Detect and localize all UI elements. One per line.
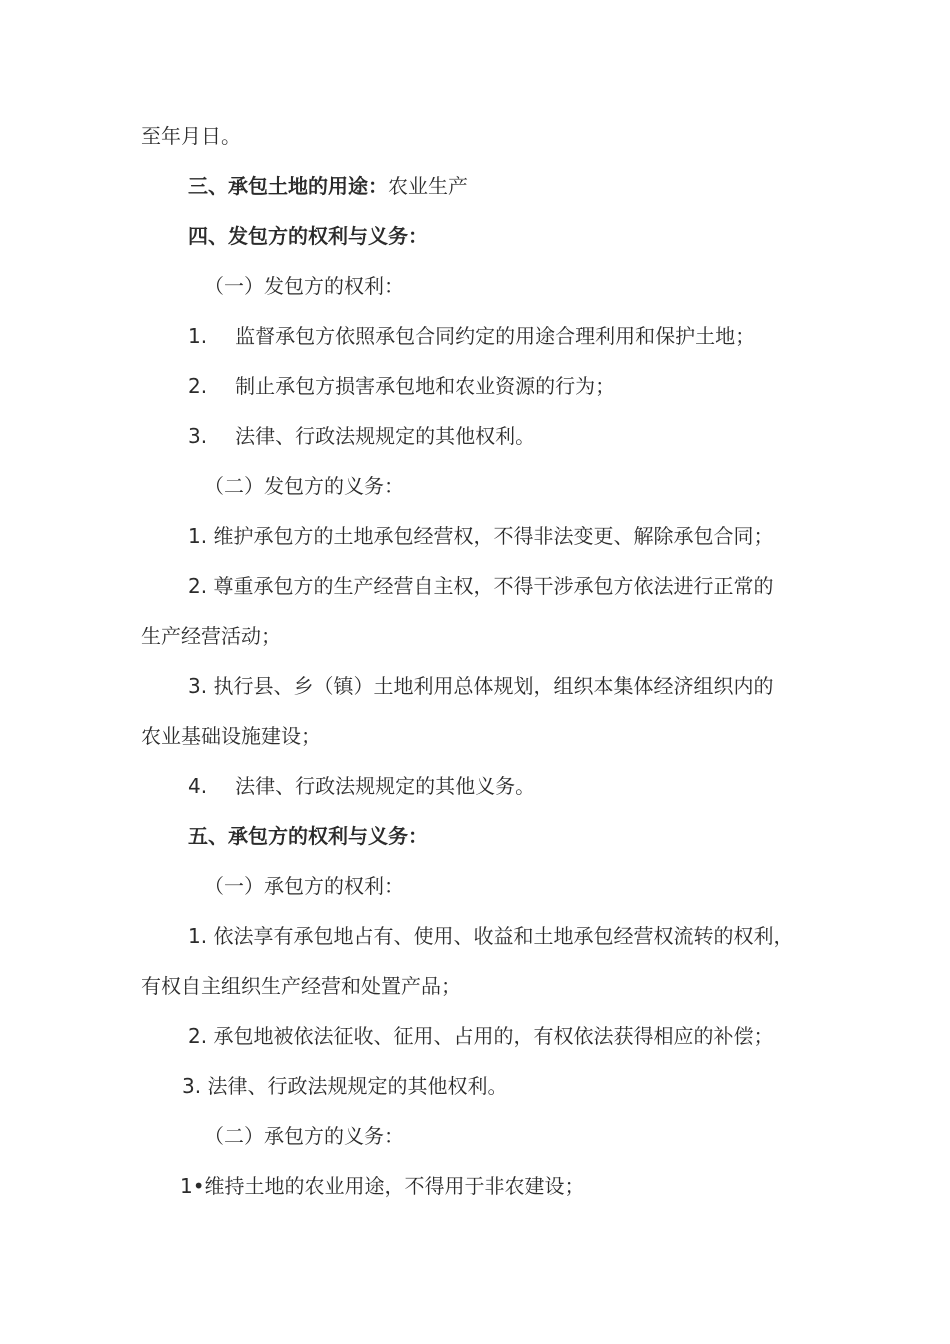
- list-text: 法律、行政法规规定的其他权利。: [207, 1074, 508, 1098]
- list-text-continuation: 生产经营活动；: [141, 624, 281, 648]
- list-text: 执行县、乡（镇）土地利用总体规划，组织本集体经济组织内的: [213, 674, 774, 698]
- list-item: [188, 774, 535, 798]
- section-heading: 四、发包方的权利与义务：: [188, 224, 428, 248]
- list-text: 维持土地的农业用途，不得用于非农建设；: [204, 1174, 585, 1198]
- list-text: 制止承包方损害承包地和农业资源的行为；: [235, 374, 616, 398]
- subsection-heading: （一）承包方的权利：: [204, 874, 404, 898]
- list-item: [180, 1174, 585, 1198]
- list-number: 3.: [182, 1074, 202, 1098]
- list-text-continuation: 农业基础设施建设；: [141, 724, 321, 748]
- list-text: 依法享有承包地占有、使用、收益和土地承包经营权流转的权利，: [213, 924, 794, 948]
- list-number: 2.: [188, 1024, 208, 1048]
- section-heading: 三、承包土地的用途：: [188, 174, 388, 198]
- section-value: 农业生产: [388, 174, 468, 198]
- subsection-heading: （一）发包方的权利：: [204, 274, 404, 298]
- list-number: 1.: [188, 524, 208, 548]
- text-line: 至年月日。: [141, 124, 241, 148]
- list-text: 法律、行政法规规定的其他权利。: [235, 424, 536, 448]
- list-item: [188, 424, 535, 448]
- list-text: 法律、行政法规规定的其他义务。: [235, 774, 536, 798]
- list-text: 尊重承包方的生产经营自主权，不得干涉承包方依法进行正常的: [213, 574, 774, 598]
- list-item: [188, 1024, 773, 1048]
- list-text: 监督承包方依照承包合同约定的用途合理利用和保护土地；: [235, 324, 756, 348]
- subsection-heading: （二）承包方的义务：: [204, 1124, 404, 1148]
- list-number: 2.: [188, 574, 208, 598]
- list-item: [188, 324, 755, 348]
- list-number: 1•: [180, 1174, 205, 1198]
- list-number: 4.: [188, 774, 208, 798]
- list-item: [188, 674, 773, 698]
- list-text: 承包地被依法征收、征用、占用的，有权依法获得相应的补偿；: [213, 1024, 774, 1048]
- list-item: [188, 524, 773, 548]
- list-number: 1.: [188, 324, 208, 348]
- section-3-line: [188, 174, 468, 198]
- section-heading: 五、承包方的权利与义务：: [188, 824, 428, 848]
- list-number: 3.: [188, 424, 208, 448]
- list-number: 3.: [188, 674, 208, 698]
- list-item: [188, 574, 773, 598]
- list-number: 1.: [188, 924, 208, 948]
- list-number: 2.: [188, 374, 208, 398]
- list-item: [188, 374, 615, 398]
- list-item: [188, 924, 793, 948]
- list-item: [182, 1074, 507, 1098]
- subsection-heading: （二）发包方的义务：: [204, 474, 404, 498]
- list-text-continuation: 有权自主组织生产经营和处置产品；: [141, 974, 461, 998]
- list-text: 维护承包方的土地承包经营权，不得非法变更、解除承包合同；: [213, 524, 774, 548]
